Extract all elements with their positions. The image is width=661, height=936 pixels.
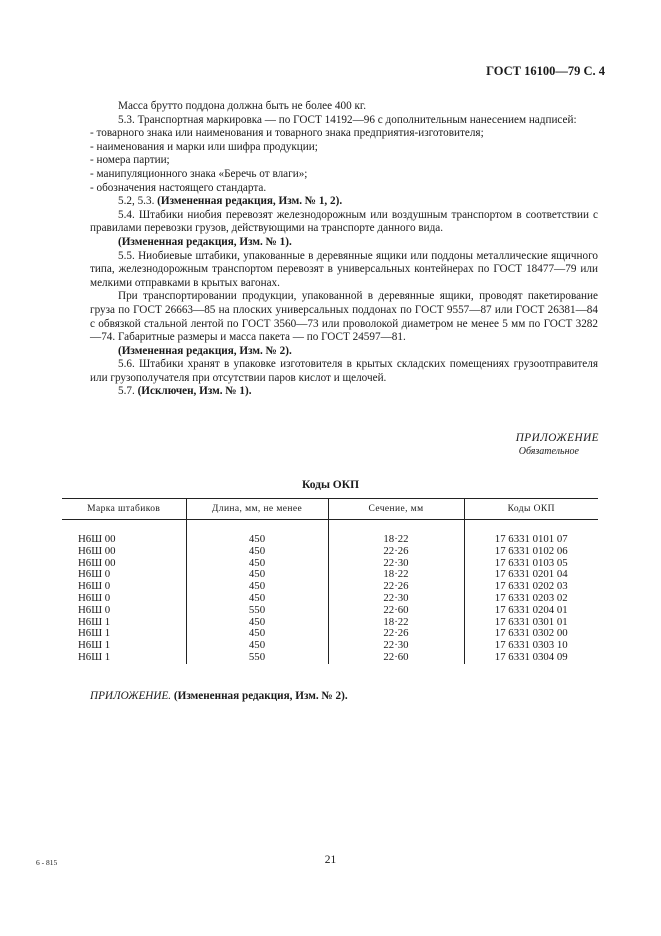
paragraph-6: - обозначения настоящего стандарта. — [90, 181, 267, 194]
paragraph-5-7-prefix: 5.7. — [118, 385, 138, 398]
table-caption: Коды ОКП — [301, 479, 360, 491]
page-header: ГОСТ 16100—79 С. 4 — [486, 64, 605, 78]
excluded-note: (Исключен, Изм. № 1). — [137, 385, 252, 398]
table-row — [62, 546, 598, 558]
table-row — [62, 593, 598, 605]
paragraph-2: - товарного знака или наименования и товарного знака предприятия-изготовителя; — [90, 127, 484, 140]
cell-section: 22·26 — [328, 628, 464, 640]
paragraph-5-5: 5.5. Ниобиевые штабики, упакованные в деревянные ящики или поддоны металлические ящичного типа, железнодорожным транспортом перевозят в универсальных контейнерах по ГОСТ 18477—79 или мелкими отправками в крытых вагонах. — [90, 249, 598, 289]
cell-okp-code: 17 6331 0303 10 — [464, 640, 598, 652]
appendix-subtitle: Обязательное — [518, 446, 579, 457]
cell-okp-code: 17 6331 0103 05 — [464, 558, 598, 570]
cell-okp-code: 17 6331 0203 02 — [464, 593, 598, 605]
paragraph-list — [90, 100, 598, 195]
page-number: 21 — [324, 854, 337, 866]
cell-grade: Н6Ш 1 — [78, 639, 111, 652]
cell-okp-code: 17 6331 0204 01 — [464, 605, 598, 617]
paragraph-5-4: 5.4. Штабики ниобия перевозят железнодорожным или воздушным транспортом в соответствии с правилами перевозки грузов, действующими на транспорте данного вида. — [90, 208, 598, 235]
cell-okp-code: 17 6331 0304 09 — [464, 652, 598, 664]
appendix-note-italic: ПРИЛОЖЕНИЕ. — [90, 690, 174, 702]
cell-section: 22·30 — [328, 593, 464, 605]
print-code: 6 - 815 — [36, 858, 58, 867]
paragraph-3: - наименования и марки или шифра продукции; — [90, 140, 318, 153]
cell-grade: Н6Ш 1 — [78, 615, 111, 628]
cell-section: 22·60 — [328, 605, 464, 617]
cell-length: 450 — [186, 617, 328, 629]
cell-grade: Н6Ш 1 — [78, 650, 111, 663]
table-row — [62, 652, 598, 664]
cell-okp-code: 17 6331 0302 00 — [464, 628, 598, 640]
cell-length: 450 — [186, 520, 328, 546]
cell-length: 450 — [186, 628, 328, 640]
appendix-note-bold: (Измененная редакция, Изм. № 2). — [173, 690, 348, 702]
paragraph-0: Масса брутто поддона должна быть не более 400 кг. — [118, 100, 367, 112]
cell-okp-code: 17 6331 0301 01 — [464, 617, 598, 629]
appendix-heading — [516, 432, 599, 458]
cell-section: 22·60 — [328, 652, 464, 664]
paragraph-5-6: 5.6. Штабики хранят в упаковке изготовителя в крытых складских помещениях грузоотправителя или грузополучателя при отсутствии паров кислот и щелочей. — [90, 358, 598, 384]
cell-grade: Н6Ш 00 — [78, 533, 116, 545]
paragraph-4: - номера партии; — [90, 154, 170, 167]
okp-codes-table — [62, 498, 598, 664]
cell-section: 18·22 — [328, 569, 464, 581]
amendment-note: (Измененная редакция, Изм. № 1, 2). — [157, 195, 343, 208]
amendment-note-5-5: (Измененная редакция, Изм. № 2). — [118, 344, 292, 357]
cell-section: 18·22 — [328, 617, 464, 629]
cell-section: 22·26 — [328, 581, 464, 593]
paragraph-1: 5.3. Транспортная маркировка — по ГОСТ 14192—96 с дополнительным нанесением надписей: — [118, 113, 577, 126]
table-row — [62, 520, 598, 546]
cell-length: 550 — [186, 652, 328, 664]
paragraph-5: - манипуляционного знака «Беречь от влаги»; — [90, 167, 308, 180]
cell-grade: Н6Ш 0 — [78, 568, 111, 581]
header-okp-code: Коды ОКП — [464, 499, 598, 520]
cell-length: 450 — [186, 640, 328, 652]
body-text — [90, 100, 598, 399]
paragraph-5-2 — [90, 195, 598, 209]
cell-length: 450 — [186, 558, 328, 570]
table-header-row — [62, 499, 598, 520]
amendment-note-5-4: (Измененная редакция, Изм. № 1). — [118, 235, 292, 248]
paragraph-5-5-packaging: При транспортировании продукции, упакованной в деревянные ящики, проводят пакетирование груза по ГОСТ 26663—85 на плоских универсальных поддонах по ГОСТ 9557—87 или ГОСТ 26381—84 с обвязкой стальной лентой по ГОСТ 3560—73 или проволокой диаметром не менее 5 мм по ГОСТ 3282—74. Габаритные размеры и масса пакета — по ГОСТ 24597—81. — [90, 290, 598, 344]
header-length: Длина, мм, не менее — [186, 499, 328, 520]
cell-length: 450 — [186, 569, 328, 581]
cell-grade: Н6Ш 1 — [78, 627, 111, 640]
table-body — [62, 520, 598, 664]
cell-section: 22·30 — [328, 558, 464, 570]
cell-grade: Н6Ш 0 — [78, 591, 111, 604]
cell-length: 450 — [186, 546, 328, 558]
cell-okp-code: 17 6331 0201 04 — [464, 569, 598, 581]
cell-length: 450 — [186, 581, 328, 593]
table-row — [62, 605, 598, 617]
cell-section: 18·22 — [328, 520, 464, 546]
cell-okp-code: 17 6331 0202 03 — [464, 581, 598, 593]
paragraph-5-7 — [90, 385, 598, 399]
cell-grade: Н6Ш 0 — [78, 603, 111, 616]
cell-okp-code: 17 6331 0101 07 — [464, 520, 598, 546]
header-section: Сечение, мм — [328, 499, 464, 520]
cell-length: 450 — [186, 593, 328, 605]
cell-section: 22·26 — [328, 546, 464, 558]
cell-grade: Н6Ш 00 — [78, 556, 116, 569]
cell-okp-code: 17 6331 0102 06 — [464, 546, 598, 558]
appendix-title: ПРИЛОЖЕНИЕ — [515, 432, 599, 444]
cell-section: 22·30 — [328, 640, 464, 652]
appendix-note — [90, 690, 348, 702]
cell-length: 550 — [186, 605, 328, 617]
header-grade: Марка штабиков — [62, 499, 186, 520]
paragraph-5-2-prefix: 5.2, 5.3. — [118, 195, 158, 208]
cell-grade: Н6Ш 00 — [78, 544, 116, 557]
cell-grade: Н6Ш 0 — [78, 580, 111, 593]
